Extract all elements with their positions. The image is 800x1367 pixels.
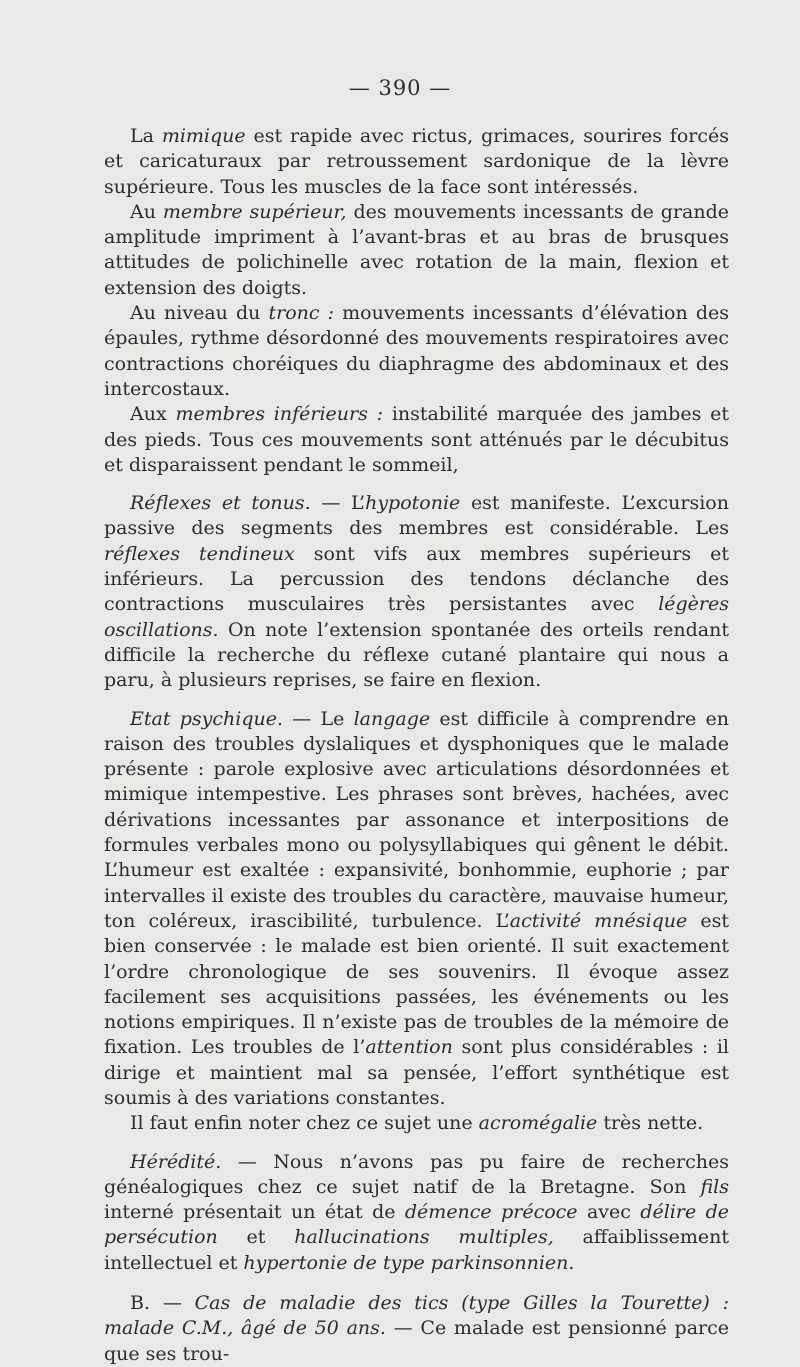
italic-text: Hérédité.: [130, 1150, 222, 1173]
italic-text: activité mnésique: [509, 909, 688, 932]
text-run: est difficile à comprendre en raison des troubles dyslaliques et dysphoniques que le malade présente : parole explosive avec articulations désordonnées et mimique intempestive. Les phrases sont brèves, hachées, avec dérivations incessantes par assonance et interpositions de formules verbales mono ou polysyllabiques qui gênent le débit. L’humeur est exaltée : expansivité, bonhommie, euphorie ; par intervalles il existe des troubles du caractère, mauvaise humeur, ton coléreux, irascibilité, turbulence. L’: [104, 707, 729, 932]
text-run: — L’: [310, 492, 366, 515]
italic-text: mimique: [161, 125, 246, 147]
text-run: est manifeste. L’excursion passive des segments des membres est considérable. Les: [104, 492, 729, 540]
italic-text: hallucinations multiples,: [294, 1226, 554, 1249]
italic-text: membres inférieurs :: [175, 403, 384, 426]
italic-text: hypotonie: [365, 492, 461, 515]
italic-text: attention: [365, 1036, 453, 1059]
text-run: interné présentait un état de: [104, 1201, 405, 1224]
text-run: sont vifs aux membres supérieurs et inférieurs. La percussion des tendons déclanche des contractions musculaires très persistantes avec: [104, 542, 729, 616]
italic-text: Réflexes et tonus.: [130, 492, 311, 515]
text-run: est bien conservée : le malade est bien orienté. Il suit exactement l’ordre chronologique de ses souvenirs. Il évoque assez facilement ses acquisitions passées, les événements ou les notions empiriques. Il n’existe pas de troubles de la mémoire de fixation. Les troubles de l’: [104, 909, 729, 1059]
paragraph-p6: [104, 707, 729, 1112]
text-run: instabilité marquée des jambes et des pieds. Tous ces mouvements sont atténués par le décubitus et disparaissent pendant le sommeil,: [104, 403, 730, 476]
paragraph-p3: [104, 301, 729, 402]
text-run: et: [217, 1226, 295, 1249]
text-run: avec: [577, 1201, 641, 1224]
text-run: mouvements incessants d’élévation des épaules, rythme désordonné des mouvements respiratoires avec contractions choréiques du diaphragme des abdominaux et des intercostaux.: [104, 302, 729, 400]
text-run: Au: [130, 200, 163, 223]
text-run: — Le: [283, 707, 354, 730]
paragraph-p7: [104, 1111, 729, 1136]
paragraph-p2: [104, 200, 729, 301]
text-run: des mouvements incessants de grande amplitude impriment à l’avant-bras et au bras de brusques attitudes de polichinelle avec rotation de la main, flexion et extension des doigts.: [104, 200, 730, 299]
paragraph-p9: [104, 1291, 729, 1367]
text-run: B. —: [130, 1292, 195, 1315]
paragraph-p1: [104, 124, 729, 200]
italic-text: langage: [353, 707, 431, 730]
italic-text: tronc :: [268, 302, 335, 325]
text-run: Au niveau du: [130, 302, 269, 325]
body-text: [104, 124, 729, 1367]
text-run: On note l’extension spontanée des orteils rendant difficile la recherche du réflexe cutané plantaire qui nous a paru, à plusieurs reprises, se faire en flexion.: [104, 618, 729, 692]
text-run: — Nous n’avons pas pu faire de recherches généalogiques chez ce sujet natif de la Bretagne. Son: [104, 1150, 729, 1198]
text-run: est rapide avec rictus, grimaces, sourires forcés et caricaturaux par retroussement sardonique de la lèvre supérieure. Tous les muscles de la face sont intéressés.: [104, 125, 729, 198]
italic-text: légères oscillations.: [104, 593, 729, 641]
italic-text: Etat psychique.: [130, 707, 283, 730]
italic-text: hypertonie de type parkinsonnien.: [243, 1251, 575, 1274]
text-run: Aux: [130, 403, 176, 426]
paragraph-p5: [104, 491, 729, 693]
italic-text: fils: [700, 1175, 729, 1198]
page-number: — 390 —: [348, 76, 452, 100]
italic-text: réflexes tendineux: [104, 542, 295, 565]
text-run: très nette.: [597, 1112, 704, 1135]
text-run: sont plus considérables : il dirige et maintient mal sa pensée, l’effort synthétique est soumis à des variations constantes.: [104, 1036, 729, 1109]
text-run: Il faut enfin noter chez ce sujet une: [130, 1112, 479, 1135]
text-run: affaiblissement intellectuel et: [104, 1226, 729, 1274]
italic-text: Cas de maladie des tics (type Gilles la Tourette) : malade C.M., âgé de 50 ans.: [104, 1292, 729, 1340]
italic-text: délire de persécution: [104, 1201, 729, 1249]
paragraph-p4: [104, 402, 729, 478]
text-run: — Ce malade est pensionné parce que ses trou-: [104, 1317, 729, 1365]
paragraph-p8: [104, 1150, 729, 1276]
text-run: La: [130, 125, 162, 147]
italic-text: acromégalie: [478, 1112, 598, 1135]
italic-text: membre supérieur,: [162, 200, 347, 223]
italic-text: démence précoce: [404, 1201, 578, 1224]
